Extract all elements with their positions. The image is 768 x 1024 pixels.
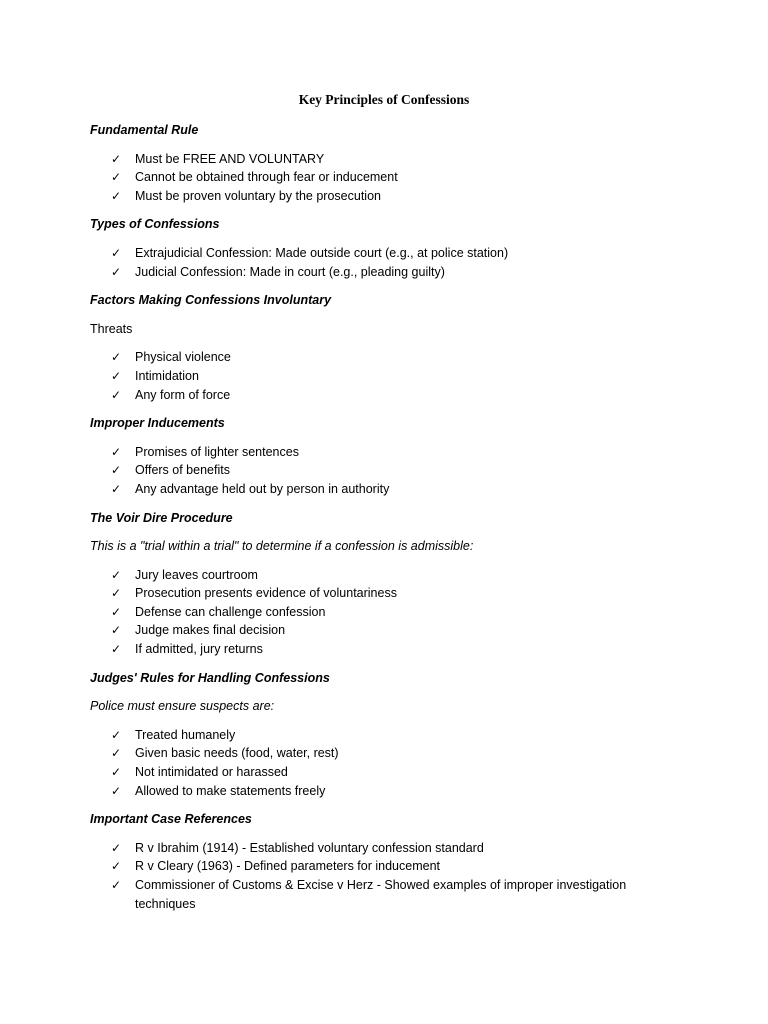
section-heading-improper-inducements: Improper Inducements bbox=[90, 416, 225, 431]
checkmark-icon: ✓ bbox=[111, 727, 122, 742]
checkmark-icon: ✓ bbox=[111, 859, 122, 874]
document-body bbox=[90, 121, 650, 923]
list-item: ✓ Commissioner of Customs & Excise v Herz - Showed examples of improper investigation techniques bbox=[111, 878, 627, 911]
list-item: ✓ Any advantage held out by person in authority bbox=[90, 480, 650, 499]
list-item: ✓ Prosecution presents evidence of voluntariness bbox=[90, 584, 650, 603]
list-item: ✓ Jury leaves courtroom bbox=[90, 566, 650, 585]
checkmark-icon: ✓ bbox=[111, 463, 122, 478]
list-item: ✓ Extrajudicial Confession: Made outside court (e.g., at police station) bbox=[90, 244, 650, 263]
section-heading-voir-dire: The Voir Dire Procedure bbox=[90, 510, 233, 525]
checkmark-icon: ✓ bbox=[111, 264, 122, 279]
checkmark-icon: ✓ bbox=[111, 245, 122, 260]
checkmark-icon: ✓ bbox=[111, 586, 122, 601]
checkmark-icon: ✓ bbox=[111, 481, 122, 496]
list-item: ✓ Judicial Confession: Made in court (e.g., pleading guilty) bbox=[90, 263, 650, 282]
checkmark-icon: ✓ bbox=[111, 765, 122, 780]
checklist-threats bbox=[90, 348, 650, 404]
checkmark-icon: ✓ bbox=[111, 444, 122, 459]
checkmark-icon: ✓ bbox=[111, 604, 122, 619]
checklist-fundamental-rule bbox=[90, 150, 650, 206]
list-item: ✓ Intimidation bbox=[90, 367, 650, 386]
list-item: ✓ R v Ibrahim (1914) - Established voluntary confession standard bbox=[90, 839, 650, 858]
list-item: ✓ Must be proven voluntary by the prosecution bbox=[90, 187, 650, 206]
checkmark-icon: ✓ bbox=[111, 350, 122, 365]
checkmark-icon: ✓ bbox=[111, 368, 122, 383]
checkmark-icon: ✓ bbox=[111, 567, 122, 582]
checkmark-icon: ✓ bbox=[111, 170, 122, 185]
section-intro-threats: Threats bbox=[90, 321, 133, 336]
section-intro-voir-dire: This is a "trial within a trial" to determine if a confession is admissible: bbox=[90, 539, 474, 554]
list-item: ✓ Defense can challenge confession bbox=[90, 603, 650, 622]
checkmark-icon: ✓ bbox=[111, 840, 122, 855]
list-item: ✓ Not intimidated or harassed bbox=[90, 763, 650, 782]
section-heading-types-of-confessions: Types of Confessions bbox=[90, 217, 220, 232]
checklist-judges-rules bbox=[90, 726, 650, 800]
list-item: ✓ Cannot be obtained through fear or inducement bbox=[90, 168, 650, 187]
list-item: ✓ Promises of lighter sentences bbox=[90, 443, 650, 462]
section-heading-judges-rules: Judges' Rules for Handling Confessions bbox=[90, 670, 330, 685]
list-item: ✓ Given basic needs (food, water, rest) bbox=[90, 744, 650, 763]
list-item: ✓ Judge makes final decision bbox=[90, 621, 650, 640]
checkmark-icon: ✓ bbox=[111, 188, 122, 203]
checkmark-icon: ✓ bbox=[111, 746, 122, 761]
list-item: ✓ Allowed to make statements freely bbox=[90, 782, 650, 801]
list-item: ✓ Any form of force bbox=[90, 386, 650, 405]
list-item: ✓ R v Cleary (1963) - Defined parameters for inducement bbox=[90, 857, 650, 876]
checklist-types-of-confessions bbox=[90, 244, 650, 281]
section-intro-judges-rules: Police must ensure suspects are: bbox=[90, 699, 275, 714]
checkmark-icon: ✓ bbox=[111, 642, 122, 657]
list-item: ✓ Offers of benefits bbox=[90, 461, 650, 480]
checkmark-icon: ✓ bbox=[111, 151, 122, 166]
section-heading-fundamental-rule: Fundamental Rule bbox=[90, 123, 199, 137]
checkmark-icon: ✓ bbox=[111, 878, 122, 892]
checklist-voir-dire bbox=[90, 566, 650, 659]
list-item: ✓ If admitted, jury returns bbox=[90, 640, 650, 659]
list-item: ✓ Treated humanely bbox=[90, 726, 650, 745]
checklist-improper-inducements bbox=[90, 443, 650, 499]
checkmark-icon: ✓ bbox=[111, 783, 122, 798]
checkmark-icon: ✓ bbox=[111, 623, 122, 638]
document-title: Key Principles of Confessions bbox=[298, 92, 470, 107]
section-heading-involuntary-factors: Factors Making Confessions Involuntary bbox=[90, 293, 332, 308]
list-item: ✓ Must be FREE AND VOLUNTARY bbox=[90, 150, 650, 169]
section-heading-case-references: Important Case References bbox=[90, 812, 252, 827]
checkmark-icon: ✓ bbox=[111, 387, 122, 402]
list-item: ✓ Physical violence bbox=[90, 348, 650, 367]
checklist-case-references bbox=[90, 839, 650, 913]
